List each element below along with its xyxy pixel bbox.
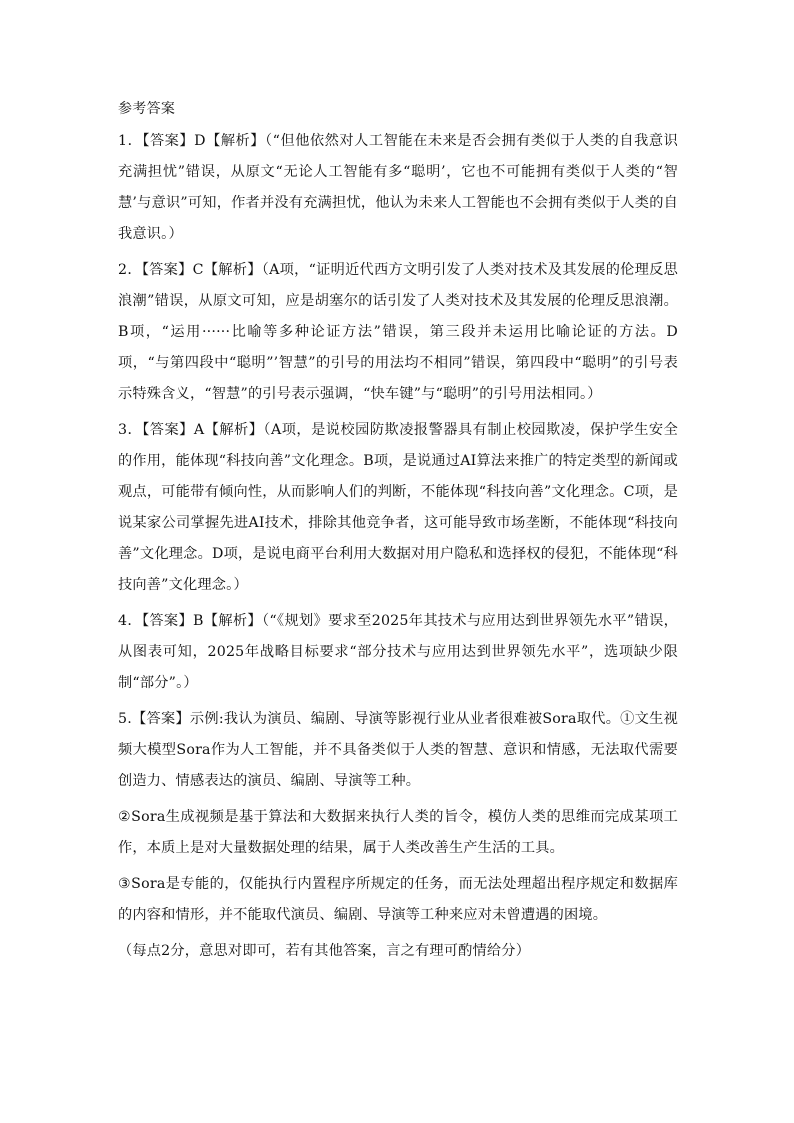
answer-number: 3． <box>118 422 143 438</box>
answer-number: 2． <box>118 262 142 278</box>
answer-5-point-3: ③Sora是专能的，仅能执行内置程序所规定的任务，而无法处理超出程序规定和数据库的内容和情形，并不能取代演员、编剧、导演等工种来应对未曾遭遇的困境。 <box>118 876 678 923</box>
answer-letter: D <box>194 133 206 149</box>
answer-number: 1． <box>118 133 143 149</box>
answer-text: 示例:我认为演员、编剧、导演等影视行业从业者很难被Sora取代。①文生视频大模型Sora作为人工智能，并不具备类似于人类的智慧、意识和情感，无法取代需要创造力、情感表达的演员、编剧、导演等工种。 <box>118 711 678 789</box>
answer-document <box>118 98 678 967</box>
answer-letter: A <box>193 422 205 438</box>
scoring-note: （每点2分，意思对即可，若有其他答案，言之有理可酌情给分） <box>118 943 531 959</box>
answer-letter: C <box>192 262 204 278</box>
answer-tag: 【答案】 <box>131 711 190 727</box>
analysis-text: （“但他依然对人工智能在未来是否会拥有类似于人类的自我意识充满担忧”错误，从原文“无论人工智能有多“聪明’，它也不可能拥有类似于人类的“智慧’与意识”可知，作者并没有充满担忧，他认为未来人工智能也不会拥有类似于人类的自我意识。） <box>118 133 678 242</box>
analysis-tag: 【解析】 <box>204 422 264 438</box>
answer-tag: 【答案】 <box>142 133 195 149</box>
answer-letter: B <box>193 613 204 629</box>
analysis-tag: 【解析】 <box>203 613 262 629</box>
analysis-text: （A项，是说校园防欺凌报警器具有制止校园欺凌，保护学生安全的作用，能体现“科技向善”文化理念。B项，是说通过AI算法来推广的特定类型的新闻或观点，可能带有倾向性，从而影响人们的判断，不能体现“科技向善”文化理念。C项，是说某家公司掌握先进AI技术，排除其他竞争者，这可能导致市场垄断，不能体现“科技向善”文化理念。D项，是说电商平台利用大数据对用户隐私和选择权的侵犯，不能体现“科技向善”文化理念。） <box>118 422 678 593</box>
analysis-tag: 【解析】 <box>205 133 266 149</box>
answer-tag: 【答案】 <box>141 613 194 629</box>
answer-item-5 <box>118 704 678 797</box>
answer-tag: 【答案】 <box>142 422 194 438</box>
answer-tag: 【答案】 <box>141 262 193 278</box>
page-title: 参考答案 <box>118 101 176 117</box>
answer-item-2 <box>118 255 678 410</box>
answer-5-point-2: ②Sora生成视频是基于算法和大数据来执行人类的旨令，模仿人类的思维而完成某项工作，本质上是对大量数据处理的结果，属于人类改善生产生活的工具。 <box>118 809 678 856</box>
answer-item-3 <box>118 415 678 601</box>
answer-number: 4． <box>118 613 142 629</box>
analysis-text: （“《规划》要求至2025年其技术与应用达到世界领先水平”错误，从图表可知，2025年战略目标要求“部分技术与应用达到世界领先水平”，选项缺少限制“部分”。） <box>118 613 678 691</box>
analysis-text: （A项，“证明近代西方文明引发了人类对技术及其发展的伦理反思浪潮”错误，从原文可知，应是胡塞尔的话引发了人类对技术及其发展的伦理反思浪潮。B项，“运用······比喻等多种论证方法”错误，第三段并未运用比喻论证的方法。D项，“与第四段中“聪明”’智慧”的引号的用法均不相同”错误，第四段中“聪明”的引号表示特殊含义，“智慧”的引号表示强调，“快车键”与“聪明”的引号用法相同。） <box>118 262 678 402</box>
answer-item-4 <box>118 606 678 699</box>
answer-number: 5. <box>118 711 132 727</box>
analysis-tag: 【解析】 <box>203 262 262 278</box>
answer-item-1 <box>118 126 678 250</box>
